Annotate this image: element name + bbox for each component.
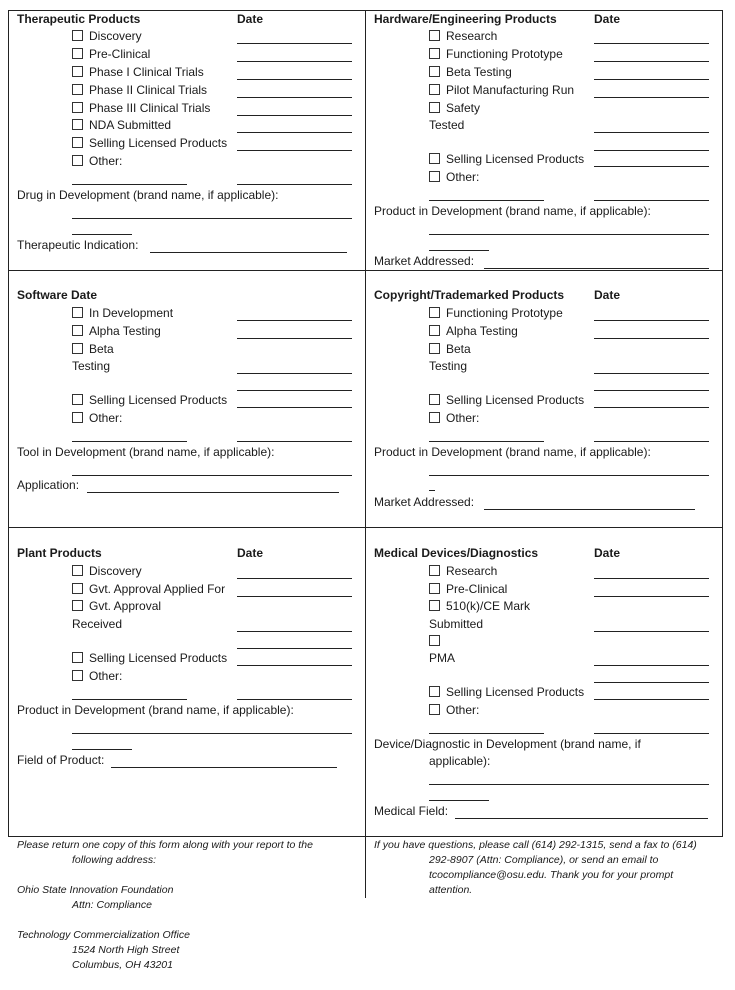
grid-left-border: [8, 10, 9, 836]
checkbox-icon[interactable]: [72, 583, 83, 594]
date-field[interactable]: [237, 699, 352, 700]
checkbox-item[interactable]: Alpha Testing: [72, 324, 161, 339]
other-field[interactable]: [429, 733, 544, 734]
other-field[interactable]: [72, 184, 187, 185]
checkbox-item[interactable]: 510(k)/CE Mark: [429, 599, 530, 614]
dev-field[interactable]: [429, 784, 709, 785]
dev-field-short[interactable]: [429, 800, 489, 801]
received-label: Received: [72, 617, 123, 631]
date-field[interactable]: [237, 132, 352, 133]
checkbox-item[interactable]: Phase III Clinical Trials: [72, 101, 210, 116]
footer-contact-text: If you have questions, please call (614) 292-1315, send a fax to (614): [374, 839, 697, 851]
pma-label: PMA: [429, 651, 456, 665]
section-title: Hardware/Engineering Products: [374, 12, 557, 26]
checkbox-icon[interactable]: [429, 635, 440, 646]
testing-label: Testing: [72, 359, 111, 373]
date-field[interactable]: [594, 596, 709, 597]
footer-return-text: following address:: [72, 854, 157, 866]
checkbox-item[interactable]: Other:: [429, 411, 479, 426]
checkbox-item[interactable]: Research: [429, 29, 497, 44]
checkbox-item[interactable]: Selling Licensed Products: [429, 393, 584, 408]
date-field[interactable]: [237, 578, 352, 579]
date-field[interactable]: [237, 631, 352, 632]
checkbox-icon[interactable]: [429, 84, 440, 95]
date-field[interactable]: [237, 665, 352, 666]
field-label: Market Addressed:: [374, 495, 475, 509]
dev-field[interactable]: [72, 733, 352, 734]
checkbox-icon[interactable]: [429, 153, 440, 164]
checkbox-item[interactable]: Phase I Clinical Trials: [72, 65, 204, 80]
medical-field-input[interactable]: [455, 818, 708, 819]
date-field[interactable]: [594, 338, 709, 339]
dev-label: Tool in Development (brand name, if applicable):: [17, 445, 275, 459]
other-field[interactable]: [72, 699, 187, 700]
field-label: Field of Product:: [17, 753, 105, 767]
checkbox-icon[interactable]: [72, 30, 83, 41]
date-field[interactable]: [237, 648, 352, 649]
checkbox-item[interactable]: Research: [429, 564, 497, 579]
date-field[interactable]: [594, 132, 709, 133]
date-field[interactable]: [237, 320, 352, 321]
checkbox-icon[interactable]: [72, 394, 83, 405]
checkbox-item[interactable]: [429, 634, 446, 649]
checkbox-icon[interactable]: [72, 155, 83, 166]
date-field[interactable]: [594, 97, 709, 98]
date-field[interactable]: [237, 390, 352, 391]
application-field[interactable]: [87, 492, 339, 493]
dev-field[interactable]: [72, 475, 352, 476]
grid-center-divider: [365, 10, 366, 898]
market-field[interactable]: [484, 509, 695, 510]
market-field[interactable]: [484, 268, 709, 269]
dev-label: Device/Diagnostic in Development (brand name, if: [374, 737, 641, 751]
field-label: Medical Field:: [374, 804, 449, 818]
checkbox-icon[interactable]: [429, 66, 440, 77]
date-field[interactable]: [237, 43, 352, 44]
tested-label: Tested: [429, 118, 465, 132]
checkbox-item[interactable]: Beta Testing: [429, 65, 512, 80]
checkbox-icon[interactable]: [429, 102, 440, 113]
date-field[interactable]: [594, 699, 709, 700]
checkbox-item[interactable]: In Development: [72, 306, 173, 321]
field-label: Market Addressed:: [374, 254, 475, 268]
checkbox-item[interactable]: Selling Licensed Products: [429, 152, 584, 167]
checkbox-icon[interactable]: [429, 343, 440, 354]
date-header: Date: [594, 288, 621, 302]
checkbox-item[interactable]: Functioning Prototype: [429, 47, 563, 62]
checkbox-icon[interactable]: [72, 565, 83, 576]
checkbox-icon[interactable]: [429, 583, 440, 594]
checkbox-icon[interactable]: [429, 325, 440, 336]
checkbox-icon[interactable]: [72, 137, 83, 148]
date-header: Date: [237, 12, 264, 26]
date-field[interactable]: [594, 61, 709, 62]
date-field[interactable]: [594, 166, 709, 167]
footer-attn: Attn: Compliance: [72, 899, 152, 911]
date-field[interactable]: [237, 115, 352, 116]
dev-label-cont: applicable):: [429, 754, 491, 768]
section-title: Therapeutic Products: [17, 12, 141, 26]
date-field[interactable]: [237, 338, 352, 339]
checkbox-icon[interactable]: [429, 686, 440, 697]
date-field[interactable]: [594, 43, 709, 44]
dev-label: Product in Development (brand name, if applicable):: [374, 445, 651, 459]
checkbox-item[interactable]: Pilot Manufacturing Run: [429, 83, 574, 98]
date-field[interactable]: [594, 733, 709, 734]
date-field[interactable]: [594, 320, 709, 321]
section-title: Software Date: [17, 288, 98, 302]
checkbox-item[interactable]: Selling Licensed Products: [72, 136, 227, 151]
checkbox-item[interactable]: Discovery: [72, 564, 142, 579]
checkbox-icon[interactable]: [72, 66, 83, 77]
footer-contact-text: 292-8907 (Attn: Compliance), or send an email to: [429, 854, 659, 866]
checkbox-item[interactable]: Selling Licensed Products: [429, 685, 584, 700]
checkbox-icon[interactable]: [429, 600, 440, 611]
date-header: Date: [594, 12, 621, 26]
date-field[interactable]: [594, 79, 709, 80]
checkbox-icon[interactable]: [72, 48, 83, 59]
footer-street: 1524 North High Street: [72, 944, 180, 956]
date-field[interactable]: [594, 631, 709, 632]
dev-field[interactable]: [429, 475, 709, 476]
date-header: Date: [594, 546, 621, 560]
date-field[interactable]: [237, 79, 352, 80]
checkbox-icon[interactable]: [72, 652, 83, 663]
checkbox-icon[interactable]: [72, 670, 83, 681]
date-field[interactable]: [594, 682, 709, 683]
dev-field[interactable]: [72, 218, 352, 219]
dev-field-short[interactable]: [429, 490, 435, 491]
indication-field[interactable]: [150, 252, 347, 253]
other-field[interactable]: [429, 441, 544, 442]
footer-city: Columbus, OH 43201: [72, 959, 173, 971]
footer-office: Technology Commercialization Office: [17, 929, 190, 941]
date-header: Date: [237, 546, 264, 560]
checkbox-icon[interactable]: [72, 307, 83, 318]
submitted-label: Submitted: [429, 617, 484, 631]
checkbox-item[interactable]: Pre-Clinical: [72, 47, 150, 62]
date-field[interactable]: [594, 665, 709, 666]
dev-field-short[interactable]: [72, 749, 132, 750]
dev-label: Drug in Development (brand name, if applicable):: [17, 188, 279, 202]
section-title: Plant Products: [17, 546, 102, 560]
section-title: Copyright/Trademarked Products: [374, 288, 565, 302]
date-field[interactable]: [594, 150, 709, 151]
other-field[interactable]: [72, 441, 187, 442]
testing-label: Testing: [429, 359, 468, 373]
checkbox-item[interactable]: Other:: [72, 154, 122, 169]
date-field[interactable]: [237, 373, 352, 374]
dev-label: Product in Development (brand name, if applicable):: [374, 204, 651, 218]
date-field[interactable]: [237, 150, 352, 151]
footer-org: Ohio State Innovation Foundation: [17, 884, 174, 896]
dev-field-short[interactable]: [72, 234, 132, 235]
other-field[interactable]: [429, 200, 544, 201]
checkbox-item[interactable]: Safety: [429, 101, 480, 116]
checkbox-icon[interactable]: [429, 48, 440, 59]
checkbox-icon[interactable]: [429, 394, 440, 405]
footer-email-text[interactable]: tcocompliance@osu.edu. Thank you for your prompt: [429, 869, 674, 881]
checkbox-item[interactable]: Discovery: [72, 29, 142, 44]
dev-field[interactable]: [429, 234, 709, 235]
checkbox-item[interactable]: Other:: [72, 669, 122, 684]
checkbox-icon[interactable]: [429, 307, 440, 318]
date-field[interactable]: [594, 407, 709, 408]
checkbox-icon[interactable]: [72, 84, 83, 95]
date-field[interactable]: [237, 97, 352, 98]
date-field[interactable]: [594, 578, 709, 579]
checkbox-item[interactable]: Gvt. Approval: [72, 599, 161, 614]
checkbox-item[interactable]: Selling Licensed Products: [72, 651, 227, 666]
checkbox-icon[interactable]: [429, 412, 440, 423]
footer-return-text: Please return one copy of this form along with your report to the: [17, 839, 313, 851]
checkbox-icon[interactable]: [429, 565, 440, 576]
checkbox-icon[interactable]: [72, 102, 83, 113]
checkbox-item[interactable]: Other:: [72, 411, 122, 426]
dev-label: Product in Development (brand name, if applicable):: [17, 703, 294, 717]
grid-right-border: [722, 10, 723, 836]
date-field[interactable]: [594, 200, 709, 201]
checkbox-item[interactable]: Beta: [72, 342, 114, 357]
date-field[interactable]: [237, 441, 352, 442]
checkbox-item[interactable]: NDA Submitted: [72, 118, 171, 133]
checkbox-item[interactable]: Functioning Prototype: [429, 306, 563, 321]
checkbox-icon[interactable]: [72, 412, 83, 423]
checkbox-icon[interactable]: [72, 600, 83, 611]
date-field[interactable]: [237, 61, 352, 62]
checkbox-icon[interactable]: [72, 325, 83, 336]
checkbox-item[interactable]: Pre-Clinical: [429, 582, 507, 597]
checkbox-icon[interactable]: [429, 30, 440, 41]
date-field[interactable]: [594, 441, 709, 442]
product-field[interactable]: [111, 767, 337, 768]
dev-field-short[interactable]: [429, 250, 489, 251]
section-title: Medical Devices/Diagnostics: [374, 546, 539, 560]
field-label: Application:: [17, 478, 80, 492]
date-field[interactable]: [594, 373, 709, 374]
date-field[interactable]: [237, 407, 352, 408]
checkbox-item[interactable]: Beta: [429, 342, 471, 357]
checkbox-item[interactable]: Gvt. Approval Applied For: [72, 582, 225, 597]
checkbox-icon[interactable]: [429, 704, 440, 715]
date-field[interactable]: [594, 390, 709, 391]
checkbox-item[interactable]: Phase II Clinical Trials: [72, 83, 207, 98]
checkbox-item[interactable]: Other:: [429, 703, 479, 718]
checkbox-icon[interactable]: [72, 119, 83, 130]
checkbox-item[interactable]: Alpha Testing: [429, 324, 518, 339]
checkbox-item[interactable]: Other:: [429, 170, 479, 185]
date-field[interactable]: [237, 596, 352, 597]
checkbox-item[interactable]: Selling Licensed Products: [72, 393, 227, 408]
checkbox-icon[interactable]: [429, 171, 440, 182]
field-label: Therapeutic Indication:: [17, 238, 139, 252]
date-field[interactable]: [237, 184, 352, 185]
footer-contact-text: attention.: [429, 884, 473, 896]
checkbox-icon[interactable]: [72, 343, 83, 354]
